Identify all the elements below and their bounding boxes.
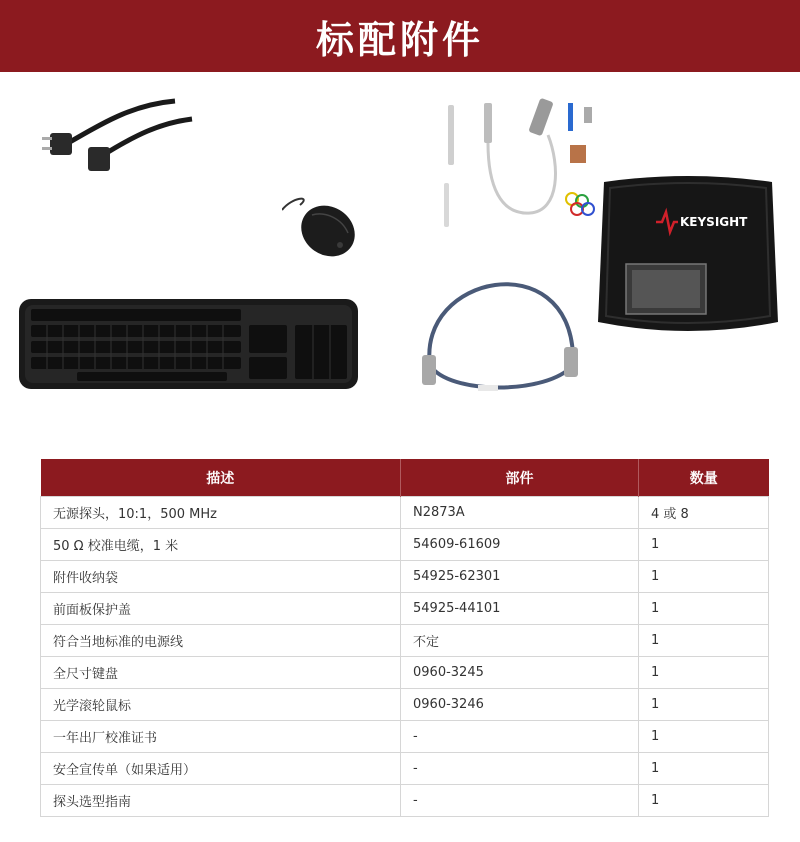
table-row xyxy=(41,529,769,561)
cell-description: 全尺寸键盘 xyxy=(41,657,401,689)
power-cord-image xyxy=(40,95,200,175)
table-header-row xyxy=(41,459,769,497)
table-row xyxy=(41,497,769,529)
keyboard-image xyxy=(17,295,360,393)
table-row xyxy=(41,561,769,593)
calibration-cable-image xyxy=(418,255,583,400)
cell-quantity: 1 xyxy=(639,721,769,753)
table-row xyxy=(41,657,769,689)
cell-description: 一年出厂校准证书 xyxy=(41,721,401,753)
cell-quantity: 1 xyxy=(639,753,769,785)
column-header-description: 描述 xyxy=(41,459,401,497)
cell-part: 54609-61609 xyxy=(401,529,639,561)
cell-description: 光学滚轮鼠标 xyxy=(41,689,401,721)
table-row xyxy=(41,689,769,721)
accessory-bag-image xyxy=(592,172,784,338)
cell-part: - xyxy=(401,785,639,817)
cell-quantity: 1 xyxy=(639,785,769,817)
cell-quantity: 4 或 8 xyxy=(639,497,769,529)
cell-quantity: 1 xyxy=(639,689,769,721)
cell-quantity: 1 xyxy=(639,657,769,689)
cell-description: 安全宣传单（如果适用） xyxy=(41,753,401,785)
bag-brand-label: KEYSIGHT xyxy=(680,215,748,229)
cell-part: - xyxy=(401,721,639,753)
cell-quantity: 1 xyxy=(639,593,769,625)
page-title: 标配附件 xyxy=(315,17,484,62)
cell-description: 附件收纳袋 xyxy=(41,561,401,593)
table-row xyxy=(41,625,769,657)
cell-part: 0960-3246 xyxy=(401,689,639,721)
cell-part: 54925-44101 xyxy=(401,593,639,625)
cell-description: 无源探头，10:1，500 MHz xyxy=(41,497,401,529)
cell-quantity: 1 xyxy=(639,529,769,561)
cell-quantity: 1 xyxy=(639,625,769,657)
probe-accessories-image xyxy=(430,95,600,235)
mouse-image xyxy=(282,195,366,267)
table-row xyxy=(41,753,769,785)
cell-description: 前面板保护盖 xyxy=(41,593,401,625)
cell-part: 54925-62301 xyxy=(401,561,639,593)
accessories-table xyxy=(40,459,769,817)
cell-part: 0960-3245 xyxy=(401,657,639,689)
cell-part: 不定 xyxy=(401,625,639,657)
column-header-quantity: 数量 xyxy=(639,459,769,497)
cell-description: 探头选型指南 xyxy=(41,785,401,817)
cell-description: 50 Ω 校准电缆，1 米 xyxy=(41,529,401,561)
table-row xyxy=(41,721,769,753)
table-row xyxy=(41,785,769,817)
page-banner xyxy=(0,0,800,72)
cell-part: - xyxy=(401,753,639,785)
cell-part: N2873A xyxy=(401,497,639,529)
column-header-part: 部件 xyxy=(401,459,639,497)
cell-quantity: 1 xyxy=(639,561,769,593)
table-row xyxy=(41,593,769,625)
cell-description: 符合当地标准的电源线 xyxy=(41,625,401,657)
